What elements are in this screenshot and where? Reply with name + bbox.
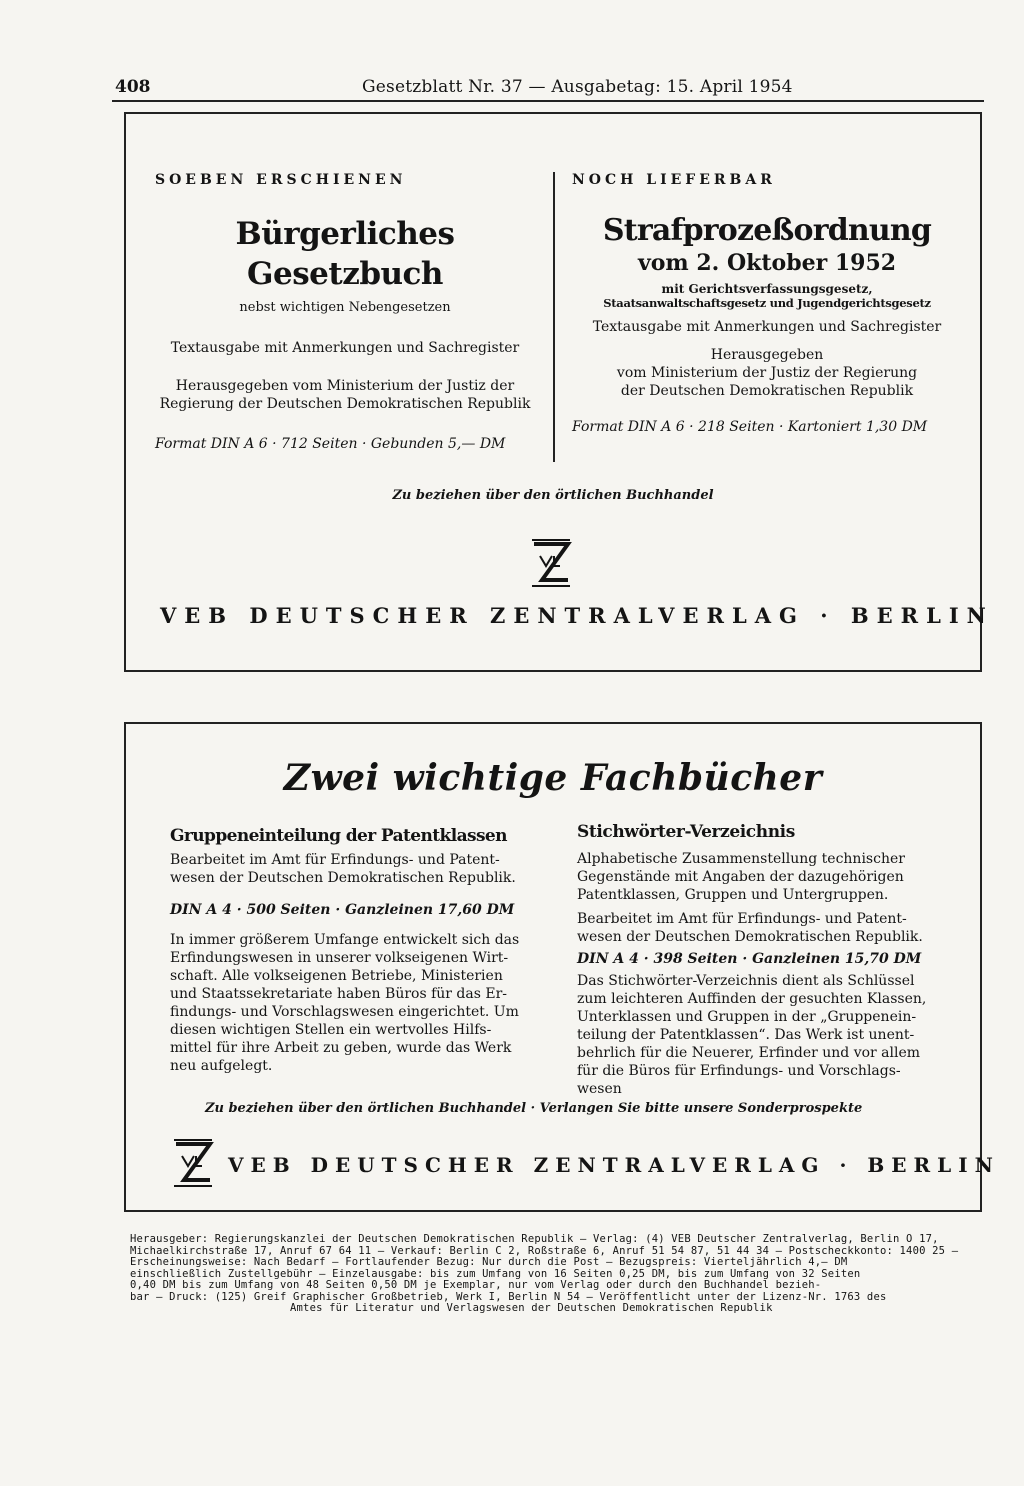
ad2-right-body-line: Unterklassen und Gruppen in der „Gruppenein-: [577, 1009, 917, 1025]
ad1-left-edition: Textausgabe mit Anmerkungen und Sachregister: [170, 340, 520, 356]
imprint-line: 0,40 DM bis zum Umfang von 48 Seiten 0,50 DM je Exemplar, nur vom Verlag oder durch den Buchhandel bezieh-: [130, 1279, 822, 1291]
ad1-left-column: [155, 172, 535, 453]
imprint-line: Erscheinungsweise: Nach Bedarf — Fortlaufender Bezug: Nur durch die Post — Bezugspreis: Vierteljährlich 4,— DM: [130, 1256, 848, 1268]
ad2-right-body-line: wesen: [577, 1081, 622, 1097]
ad1-right-editor-line2: vom Ministerium der Justiz der Regierung: [616, 365, 918, 381]
ad2-left-body: [170, 931, 542, 1075]
ad2-left-edited-line2: wesen der Deutschen Demokratischen Republik.: [170, 870, 516, 886]
zentralverlag-logo-icon: [528, 538, 574, 590]
ad2-right-title: Stichwörter-Verzeichnis: [577, 822, 795, 842]
ad2-left-body-line: schaft. Alle volkseigenen Betriebe, Ministerien: [170, 968, 503, 984]
ad1-left-subtitle: nebst wichtigen Nebengesetzen: [239, 300, 451, 315]
imprint-line: Michaelkirchstraße 17, Anruf 67 64 11 — Verkauf: Berlin C 2, Roßstraße 6, Anruf 51 54 87, 51 44 34 — Postscheckkonto: 1400 25 —: [130, 1244, 959, 1257]
ad2-left-specs: DIN A 4 · 500 Seiten · Ganzleinen 17,60 DM: [170, 902, 515, 918]
ad2-left-body-line: neu aufgelegt.: [170, 1058, 273, 1074]
zentralverlag-logo-icon: [170, 1138, 216, 1190]
ad2-right-edited-line2: wesen der Deutschen Demokratischen Republik.: [577, 929, 923, 945]
ad2-right-body-line: zum leichteren Auffinden der gesuchten Klassen,: [577, 991, 927, 1007]
ad1-right-title-line1: Strafprozeßordnung: [602, 213, 932, 248]
ad1-availability: Zu beziehen über den örtlichen Buchhandel: [392, 488, 714, 503]
ad2-left-title: Gruppeneinteilung der Patentklassen: [170, 826, 507, 846]
ad1-right-editor-line1: Herausgegeben: [710, 347, 824, 363]
ad2-availability: Zu beziehen über den örtlichen Buchhandel · Verlangen Sie bitte unsere Sonderprospekte: [205, 1101, 863, 1116]
imprint-line: Amtes für Literatur und Verlagswesen der Deutschen Demokratischen Republik: [290, 1302, 773, 1314]
ad1-left-title-line1: Bürgerliches: [235, 216, 455, 252]
ad1-right-subtitle-line1: mit Gerichtsverfassungsgesetz,: [661, 282, 873, 296]
ad2-right-edited-line1: Bearbeitet im Amt für Erfindungs- und Patent-: [577, 911, 907, 927]
page-number: 408: [115, 77, 151, 97]
ad1-right-edition: Textausgabe mit Anmerkungen und Sachregister: [592, 319, 942, 335]
ad2-left-body-line: Erfindungswesen in unserer volkseigenen Wirt-: [170, 950, 509, 966]
imprint: [130, 1234, 990, 1315]
ad1-left-editor-line2: Regierung der Deutschen Demokratischen Republik: [159, 396, 531, 412]
ad2-left-body-line: findungs- und Vorschlagswesen eingerichtet. Um: [170, 1004, 519, 1020]
ad2-right-intro-line: Gegenstände mit Angaben der dazugehörigen: [577, 869, 904, 885]
ad1-left-format: Format DIN A 6 · 712 Seiten · Gebunden 5,— DM: [155, 436, 506, 452]
ad1-left-title-line2: Gesetzbuch: [247, 256, 443, 292]
ad2-right-column: [577, 822, 957, 1098]
ad2-right-body-line: teilung der Patentklassen“. Das Werk ist unent-: [577, 1027, 915, 1043]
ad2-publisher: VEB DEUTSCHER ZENTRALVERLAG · BERLIN: [228, 1153, 1000, 1177]
ad1-right-editor-line3: der Deutschen Demokratischen Republik: [620, 383, 914, 399]
ad1-column-divider: [553, 172, 555, 462]
ad1-left-editor-line1: Herausgegeben vom Ministerium der Justiz der: [175, 378, 515, 394]
ad2-right-intro-line: Alphabetische Zusammenstellung technischer: [577, 851, 905, 867]
ad2-right-body-line: behrlich für die Neuerer, Erfinder und vor allem: [577, 1045, 921, 1061]
ad1-left-kicker: SOEBEN ERSCHIENEN: [155, 172, 407, 188]
ad2-left-edited-line1: Bearbeitet im Amt für Erfindungs- und Patent-: [170, 852, 500, 868]
ad2-left-body-line: und Staatssekretariate haben Büros für das Er-: [170, 986, 508, 1002]
imprint-line: einschließlich Zustellgebühr — Einzelausgabe: bis zum Umfang von 16 Seiten 0,25 DM, bis zum Umfang von 32 Seiten: [130, 1267, 861, 1280]
ad1-right-kicker: NOCH LIEFERBAR: [572, 172, 776, 188]
ad2-left-body-line: In immer größerem Umfange entwickelt sich das: [170, 932, 520, 948]
running-head: Gesetzblatt Nr. 37 — Ausgabetag: 15. April 1954: [362, 77, 793, 97]
ad2-right-body-line: für die Büros für Erfindungs- und Vorschlags-: [577, 1063, 901, 1079]
ad2-right-specs: DIN A 4 · 398 Seiten · Ganzleinen 15,70 DM: [577, 951, 922, 967]
ad1-right-column: [572, 172, 962, 436]
ad2-left-body-line: mittel für ihre Arbeit zu geben, wurde das Werk: [170, 1040, 512, 1056]
ad1-right-title-line2: vom 2. Oktober 1952: [637, 250, 897, 276]
imprint-line: Herausgeber: Regierungskanzlei der Deutschen Demokratischen Republik — Verlag: (4) VEB Deutscher Zentralverlag, Berlin O 17,: [130, 1233, 939, 1245]
ad2-right-body-line: Das Stichwörter-Verzeichnis dient als Schlüssel: [577, 973, 915, 989]
header-rule: [112, 100, 984, 102]
ad2-left-column: [170, 826, 542, 1075]
ad1-right-subtitle-line2: Staatsanwaltschaftsgesetz und Jugendgerichtsgesetz: [603, 296, 931, 310]
ad2-left-body-line: diesen wichtigen Stellen ein wertvolles Hilfs-: [170, 1022, 492, 1038]
ad2-right-intro-line: Patentklassen, Gruppen und Untergruppen.: [577, 887, 889, 903]
ad1-publisher: VEB DEUTSCHER ZENTRALVERLAG · BERLIN: [160, 603, 994, 628]
ad1-right-format: Format DIN A 6 · 218 Seiten · Kartoniert 1,30 DM: [572, 419, 928, 435]
imprint-line: bar — Druck: (125) Greif Graphischer Großbetrieb, Werk I, Berlin N 54 — Veröffentlicht unter der Lizenz-Nr. 1763 des: [130, 1290, 887, 1303]
ad2-headline: Zwei wichtige Fachbücher: [283, 757, 823, 799]
